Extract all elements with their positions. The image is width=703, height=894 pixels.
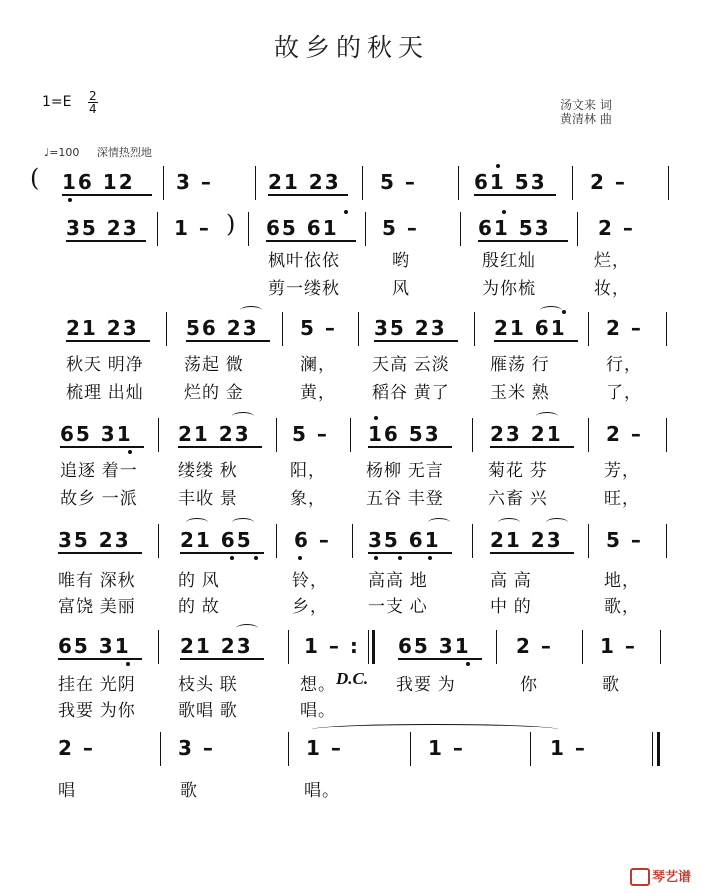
- high-octave-dot: [496, 164, 500, 168]
- open-parenthesis: (: [30, 164, 40, 192]
- barline: [496, 630, 497, 664]
- barline: [352, 524, 353, 558]
- lyric: 唱。: [304, 781, 340, 800]
- lyric: 烂的 金: [184, 383, 244, 402]
- lyric: 象，: [290, 489, 326, 508]
- lyric: 妆，: [594, 279, 630, 298]
- tempo-marking: [44, 144, 152, 160]
- beam: [368, 446, 452, 448]
- barline: [166, 312, 167, 346]
- key-signature: 1=E: [42, 94, 72, 110]
- lyric: 富饶 美丽: [58, 597, 136, 616]
- slur: [428, 518, 450, 527]
- beam: [398, 658, 482, 660]
- measure-34: 65 31: [398, 634, 471, 658]
- measure-19: 65 31: [60, 422, 133, 446]
- low-octave-dot: [128, 450, 132, 454]
- measure-39: 1 –: [306, 736, 343, 760]
- lyric: 行，: [606, 355, 642, 374]
- measure-13: 21 23: [66, 316, 139, 340]
- barline: [472, 418, 473, 452]
- lyric: 的 故: [178, 597, 220, 616]
- lyric: 唱: [58, 781, 76, 800]
- measure-17: 21 61: [494, 316, 567, 340]
- barline: [158, 418, 159, 452]
- tempo-value: ♩=100: [44, 146, 80, 159]
- beam: [58, 658, 142, 660]
- lyric: 天高 云淡: [372, 355, 450, 374]
- barline: [160, 732, 161, 766]
- measure-2: 3 –: [176, 170, 213, 194]
- lyric: 稻谷 黄了: [372, 383, 450, 402]
- measure-40: 1 –: [428, 736, 465, 760]
- beam: [58, 552, 142, 554]
- lyric: 旺，: [604, 489, 640, 508]
- measure-36: 1 –: [600, 634, 637, 658]
- measure-12: 2 –: [598, 216, 635, 240]
- measure-1: 16 12: [62, 170, 135, 194]
- slur: [536, 412, 558, 421]
- slur: [236, 624, 258, 633]
- barline: [588, 524, 589, 558]
- lyric: 唱。: [300, 701, 336, 720]
- final-barline: [657, 732, 660, 766]
- measure-9: 65 61: [266, 216, 339, 240]
- score-line-4: [0, 412, 703, 508]
- beam: [494, 340, 578, 342]
- barline: [582, 630, 583, 664]
- low-octave-dot: [374, 556, 378, 560]
- barline: [460, 212, 461, 246]
- barline: [288, 732, 289, 766]
- song-title: 故乡的秋天: [273, 33, 429, 62]
- lyric: 缕缕 秋: [178, 461, 238, 480]
- repeat-end-barline: [372, 630, 375, 664]
- lyric: 歌: [180, 781, 198, 800]
- beam: [180, 658, 264, 660]
- lyric: 挂在 光阴: [58, 675, 136, 694]
- high-octave-dot: [502, 210, 506, 214]
- barline: [255, 166, 256, 200]
- measure-31: 65 31: [58, 634, 131, 658]
- beam: [60, 446, 144, 448]
- slur: [232, 412, 254, 421]
- measure-25: 35 23: [58, 528, 131, 552]
- score-line-2: [0, 206, 703, 298]
- barline: [577, 212, 578, 246]
- beam: [368, 552, 452, 554]
- barline: [276, 524, 277, 558]
- barline: [652, 732, 653, 766]
- beam: [478, 240, 568, 242]
- barline: [668, 166, 669, 200]
- beam: [66, 240, 146, 242]
- low-octave-dot: [68, 198, 72, 202]
- low-octave-dot: [126, 662, 130, 666]
- barline: [276, 418, 277, 452]
- lyric: 枝头 联: [178, 675, 238, 694]
- lyric: 你: [520, 675, 538, 694]
- measure-7: 35 23: [66, 216, 139, 240]
- measure-6: 2 –: [590, 170, 627, 194]
- barline: [163, 166, 164, 200]
- lyric: 乡，: [292, 597, 328, 616]
- score-line-3: [0, 306, 703, 402]
- measure-37: 2 –: [58, 736, 95, 760]
- low-octave-dot: [254, 556, 258, 560]
- barline: [472, 524, 473, 558]
- barline: [282, 312, 283, 346]
- score-line-7: [0, 724, 703, 810]
- measure-29: 21 23: [490, 528, 563, 552]
- slur: [540, 306, 562, 315]
- barline: [666, 524, 667, 558]
- beam: [178, 446, 262, 448]
- measure-8: 1 –: [174, 216, 211, 240]
- barline: [350, 418, 351, 452]
- score-line-5: [0, 518, 703, 614]
- time-signature-top: 2: [89, 89, 97, 103]
- measure-32: 21 23: [180, 634, 253, 658]
- lyric: 我要 为你: [58, 701, 136, 720]
- low-octave-dot: [428, 556, 432, 560]
- da-capo-marking: D.C.: [336, 669, 369, 688]
- lyric: 歌: [602, 675, 620, 694]
- composer-credit: 黄清林 曲: [560, 112, 612, 126]
- low-octave-dot: [230, 556, 234, 560]
- lyric: 阳，: [290, 461, 326, 480]
- low-octave-dot: [398, 556, 402, 560]
- lyric: 追逐 着一: [60, 461, 138, 480]
- lyric: 黄，: [300, 383, 336, 402]
- lyric: 丰收 景: [178, 489, 238, 508]
- measure-23: 23 21: [490, 422, 563, 446]
- lyric: 为你梳: [482, 279, 536, 298]
- barline: [158, 524, 159, 558]
- measure-11: 61 53: [478, 216, 551, 240]
- measure-15: 5 –: [300, 316, 337, 340]
- lyric: 芳，: [604, 461, 640, 480]
- beam: [490, 552, 574, 554]
- barline: [288, 630, 289, 664]
- beam: [66, 340, 150, 342]
- slur: [232, 518, 254, 527]
- measure-16: 35 23: [374, 316, 447, 340]
- beam: [374, 340, 458, 342]
- beam: [268, 194, 348, 196]
- barline: [588, 418, 589, 452]
- barline: [157, 212, 158, 246]
- lyric: 风: [392, 279, 410, 298]
- lyric: 我要 为: [396, 675, 456, 694]
- lyric: 想。: [300, 675, 336, 694]
- barline: [666, 312, 667, 346]
- beam: [266, 240, 356, 242]
- barline: [530, 732, 531, 766]
- slur: [498, 518, 520, 527]
- barline: [410, 732, 411, 766]
- watermark-logo: [630, 866, 691, 887]
- low-octave-dot: [466, 662, 470, 666]
- lyric: 歌唱 歌: [178, 701, 238, 720]
- measure-35: 2 –: [516, 634, 553, 658]
- measure-27: 6 –: [294, 528, 331, 552]
- high-octave-dot: [344, 210, 348, 214]
- time-signature-bottom: 4: [89, 102, 97, 116]
- lyric: 剪一缕秋: [268, 279, 340, 298]
- measure-20: 21 23: [178, 422, 251, 446]
- slur: [186, 518, 208, 527]
- beam: [186, 340, 270, 342]
- lyricist-credit: 汤文来 词: [560, 98, 612, 112]
- barline: [660, 630, 661, 664]
- lyric: 歌，: [604, 597, 640, 616]
- beam: [180, 552, 264, 554]
- lyric: 澜，: [300, 355, 336, 374]
- barline: [358, 312, 359, 346]
- close-parenthesis: ): [226, 210, 236, 238]
- lyric: 的 风: [178, 571, 220, 590]
- barline: [588, 312, 589, 346]
- slur: [240, 306, 262, 315]
- lyric: 殷红灿: [482, 251, 536, 270]
- measure-18: 2 –: [606, 316, 643, 340]
- lyric: 高高 地: [368, 571, 428, 590]
- lyric: 高 高: [490, 571, 532, 590]
- barline: [248, 212, 249, 246]
- lyric: 故乡 一派: [60, 489, 138, 508]
- low-octave-dot: [298, 556, 302, 560]
- measure-5: 61 53: [474, 170, 547, 194]
- watermark-text: 琴艺谱: [651, 869, 691, 885]
- measure-30: 5 –: [606, 528, 643, 552]
- lyric: 五谷 丰登: [366, 489, 444, 508]
- high-octave-dot: [562, 310, 566, 314]
- time-signature: [88, 90, 98, 115]
- tie: [312, 724, 558, 735]
- measure-21: 5 –: [292, 422, 329, 446]
- measure-3: 21 23: [268, 170, 341, 194]
- lyric: 秋天 明净: [66, 355, 144, 374]
- barline: [474, 312, 475, 346]
- lyric: 枫叶依依: [268, 251, 340, 270]
- lyric: 一支 心: [368, 597, 428, 616]
- logo-icon: [630, 868, 650, 886]
- barline: [368, 630, 369, 664]
- measure-28: 35 61: [368, 528, 441, 552]
- lyric: 菊花 芬: [488, 461, 548, 480]
- measure-10: 5 –: [382, 216, 419, 240]
- lyric: 六畜 兴: [488, 489, 548, 508]
- credits: [560, 98, 612, 126]
- high-octave-dot: [374, 416, 378, 420]
- lyric: 地，: [604, 571, 640, 590]
- lyric: 哟: [392, 251, 410, 270]
- barline: [666, 418, 667, 452]
- lyric: 了，: [606, 383, 642, 402]
- measure-33: 1 – :: [304, 634, 360, 658]
- lyric: 梳理 出灿: [66, 383, 144, 402]
- lyric: 雁荡 行: [490, 355, 550, 374]
- barline: [365, 212, 366, 246]
- lyric: 中 的: [490, 597, 532, 616]
- beam: [62, 194, 152, 196]
- measure-14: 56 23: [186, 316, 259, 340]
- barline: [158, 630, 159, 664]
- measure-26: 21 65: [180, 528, 253, 552]
- barline: [572, 166, 573, 200]
- lyric: 杨柳 无言: [366, 461, 444, 480]
- lyric: 铃，: [292, 571, 328, 590]
- lyric: 玉米 熟: [490, 383, 550, 402]
- barline: [458, 166, 459, 200]
- measure-22: 16 53: [368, 422, 441, 446]
- beam: [490, 446, 574, 448]
- lyric: 荡起 微: [184, 355, 244, 374]
- beam: [474, 194, 556, 196]
- measure-24: 2 –: [606, 422, 643, 446]
- slur: [546, 518, 568, 527]
- tempo-expression: 深情热烈地: [96, 146, 152, 159]
- lyric: 烂，: [594, 251, 630, 270]
- measure-41: 1 –: [550, 736, 587, 760]
- lyric: 唯有 深秋: [58, 571, 136, 590]
- barline: [362, 166, 363, 200]
- score-line-6: [0, 624, 703, 718]
- measure-38: 3 –: [178, 736, 215, 760]
- score-line-1: [0, 160, 703, 210]
- measure-4: 5 –: [380, 170, 417, 194]
